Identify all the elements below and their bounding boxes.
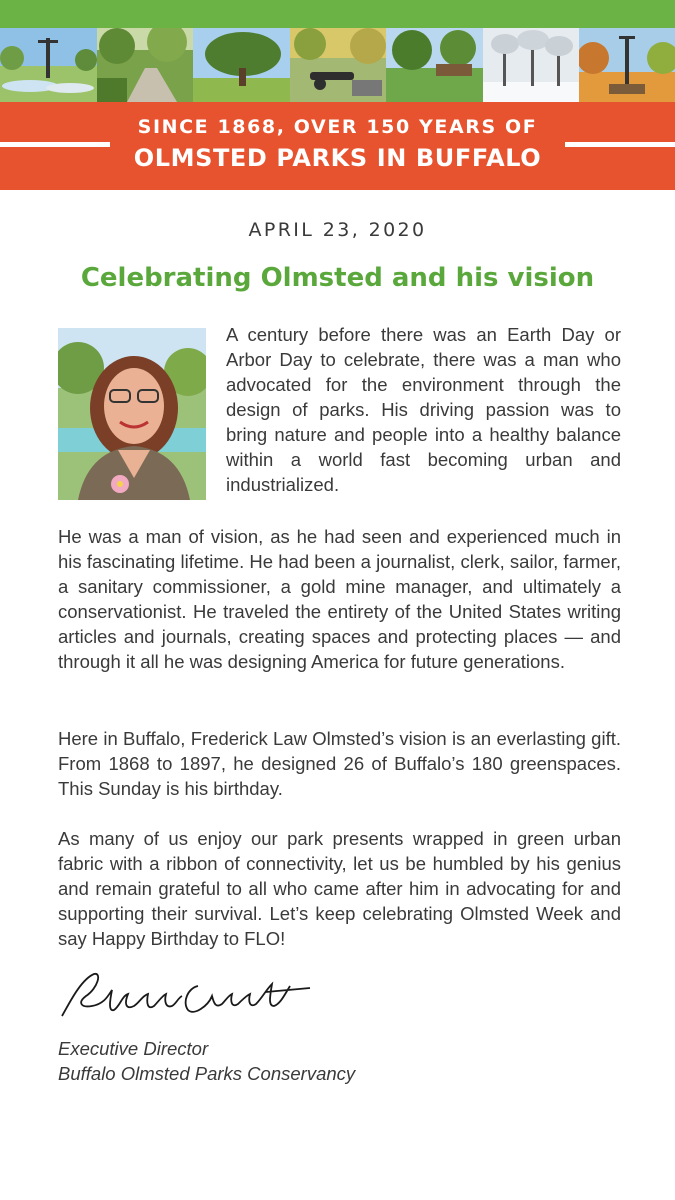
winter-trees-photo (483, 28, 579, 102)
article-paragraph: Here in Buffalo, Frederick Law Olmsted’s vision is an everlasting gift. From 1868 to 1897, he designed 26 of Buffalo’s 180 greenspaces. This Sunday is his birthday. (58, 728, 621, 799)
garden-path-photo (97, 28, 193, 102)
signoff-organization: Buffalo Olmsted Parks Conservancy (58, 1063, 356, 1084)
cannon-park-photo (290, 28, 386, 102)
article-headline: Celebrating Olmsted and his vision (80, 263, 595, 293)
article-paragraph: A century before there was an Earth Day or Arbor Day to celebrate, there was a man who advocated for the environment through the design of parks. His driving passion was to bring nature and people into a healthy balance within a world fast becoming urban and industrialized. (226, 324, 621, 495)
fountain-park-photo (0, 28, 97, 102)
signoff-title: Executive Director (58, 1038, 209, 1059)
article-paragraph: He was a man of vision, as he had seen and experienced much in his fascinating lifetime. He had been a journalist, clerk, sailor, farmer, a sanitary commissioner, a gold mine manager, and ultimately a conservationist. He traveled the entirety of the United States writing articles and journals, creating spaces and protecting places — and through it all he was designing America for future generations. (58, 526, 621, 672)
photo-strip (0, 28, 675, 102)
handwritten-signature (58, 966, 318, 1026)
large-tree-photo (193, 28, 290, 102)
banner-title: OLMSTED PARKS IN BUFFALO (133, 144, 542, 172)
banner-subtitle: SINCE 1868, OVER 150 YEARS OF (137, 116, 538, 138)
boathouse-park-photo (386, 28, 483, 102)
lamppost-park-photo (579, 28, 675, 102)
article-paragraph: As many of us enjoy our park presents wrapped in green urban fabric with a ribbon of connectivity, let us be humbled by his genius and remain grateful to all who came after him in advocating for and supporting their survival. Let’s keep celebrating Olmsted Week and say Happy Birthday to FLO! (58, 828, 621, 949)
article-date: APRIL 23, 2020 (248, 219, 427, 241)
portrait-photo (58, 328, 206, 500)
top-green-bar (0, 0, 675, 28)
